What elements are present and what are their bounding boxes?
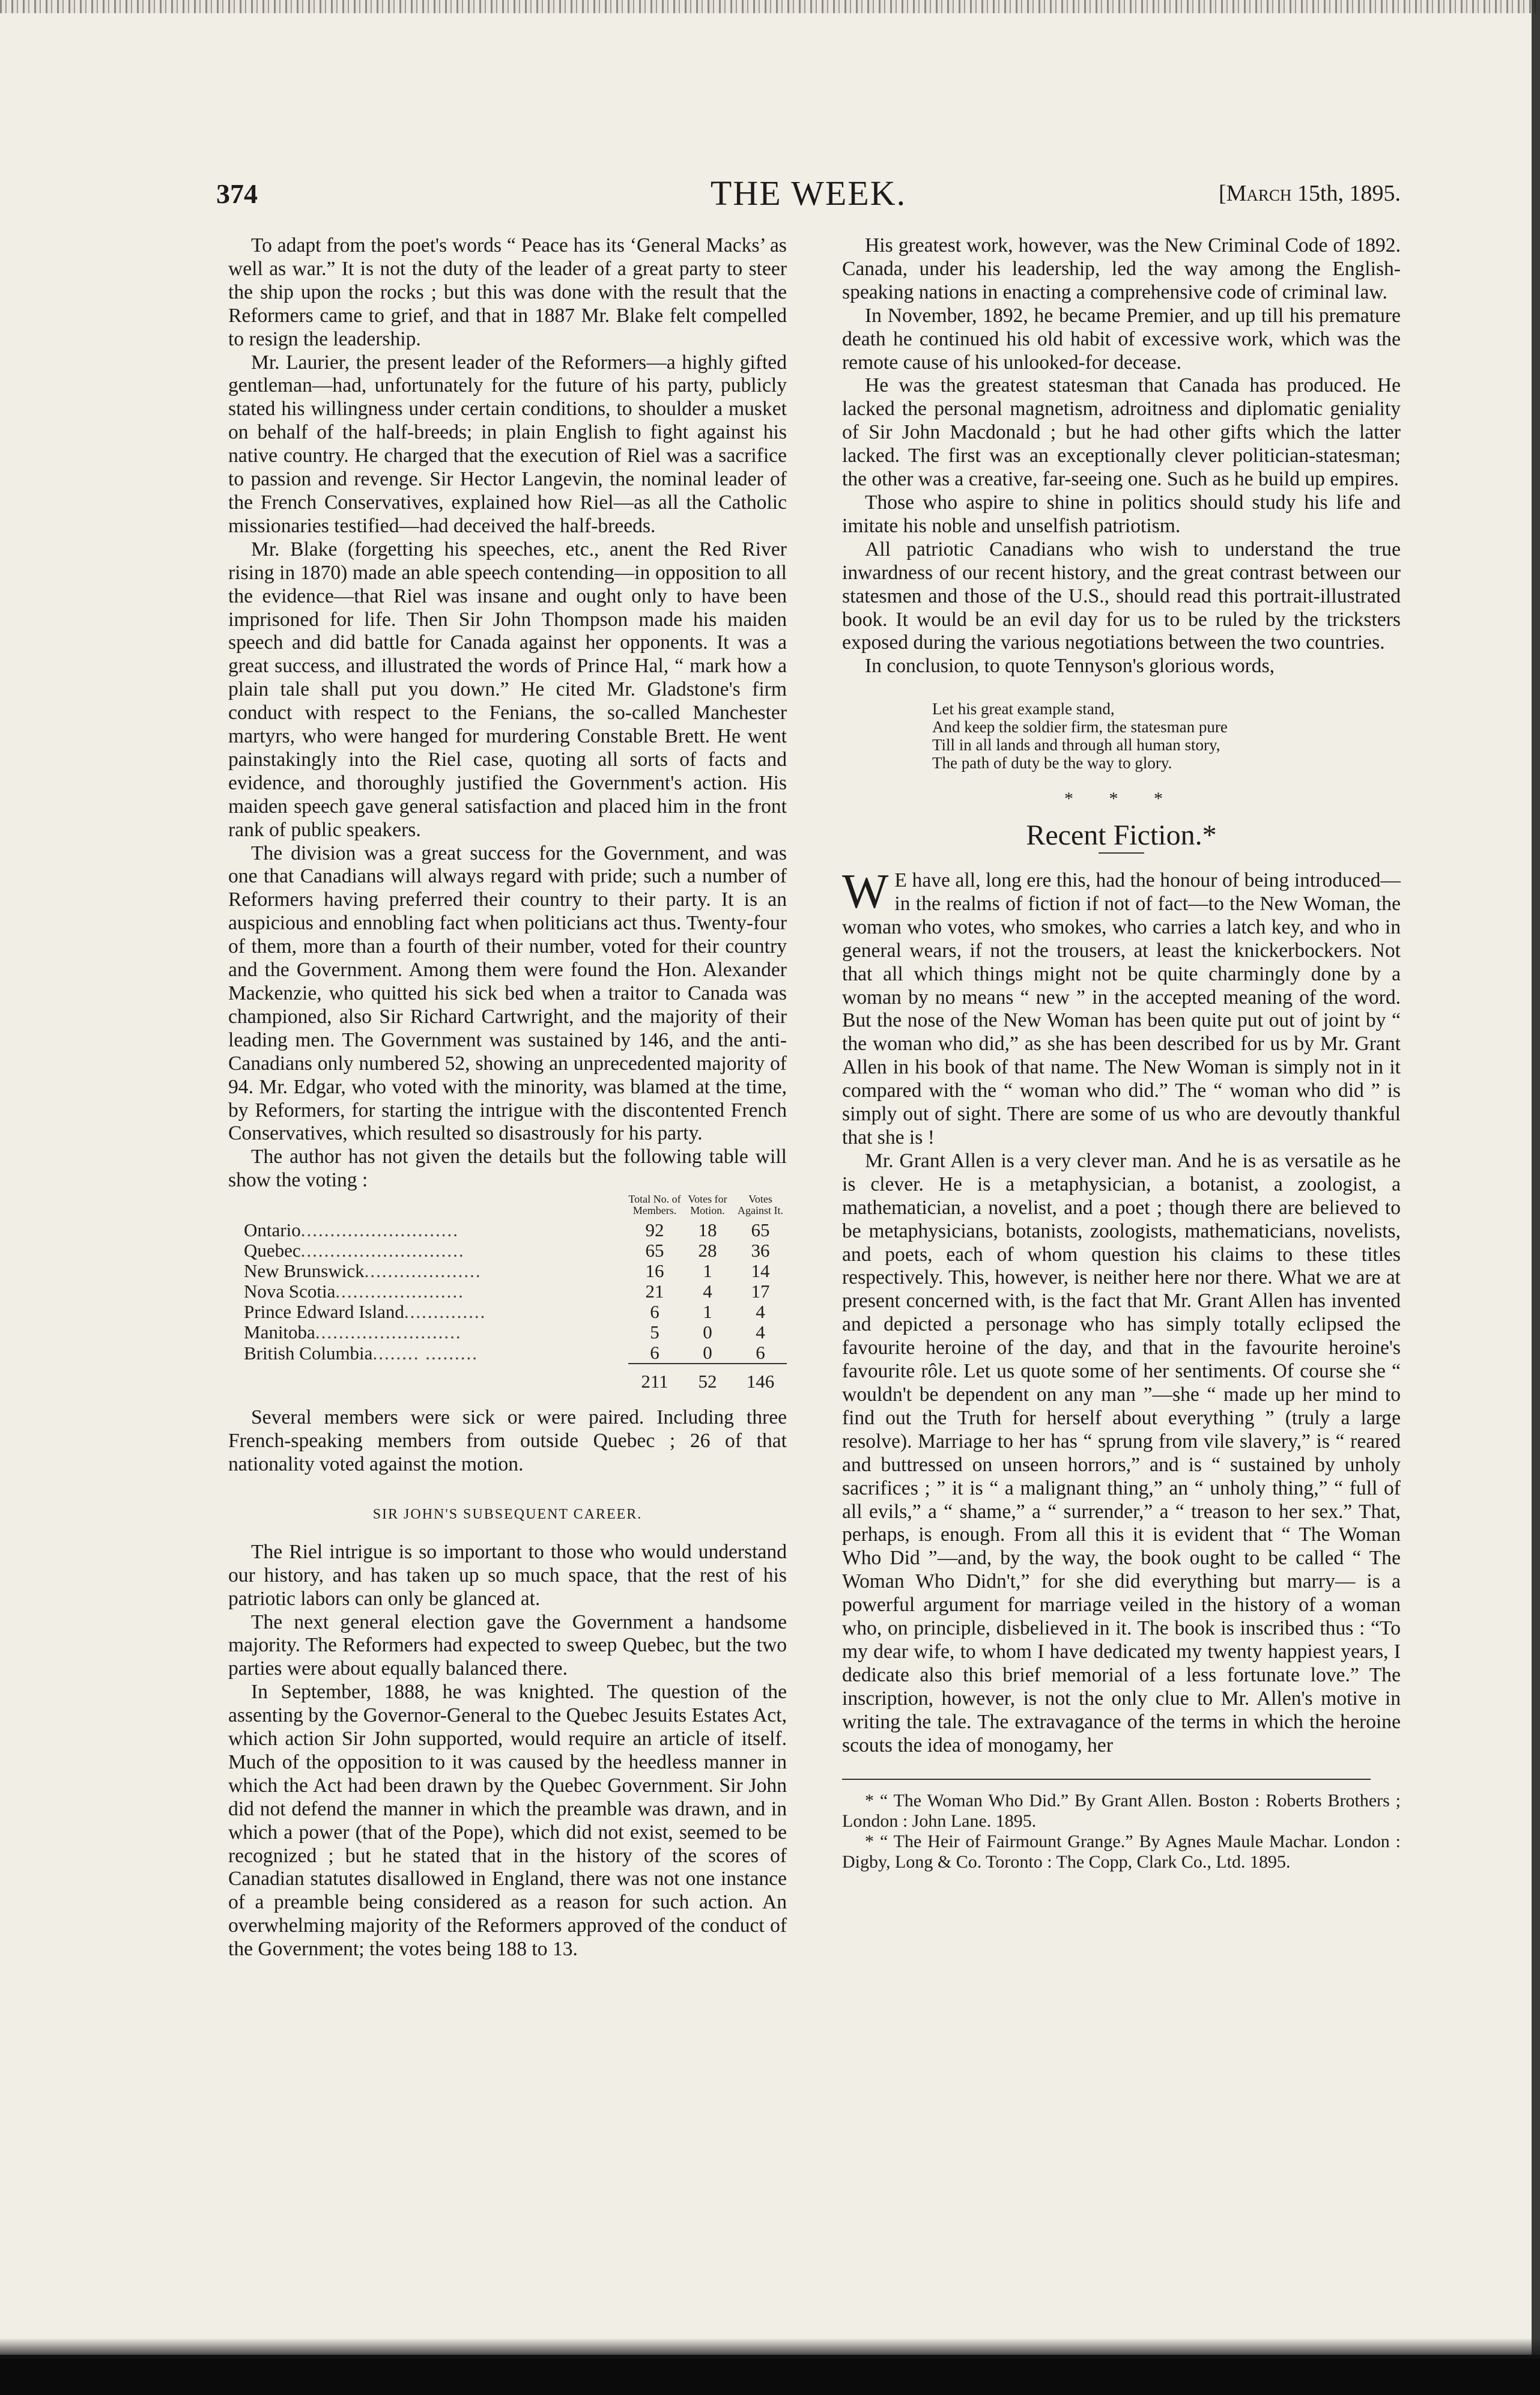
paragraph: In conclusion, to quote Tennyson's glorious words, xyxy=(865,655,1275,678)
table-row: Ontario........................... 92 18 65 xyxy=(244,1219,770,1241)
table-header-against: Votes Against It. xyxy=(738,1193,783,1217)
footnote: * “ The Heir of Fairmount Grange.” By Agnes Maule Machar. London : Digby, Long & Co. Toronto : The Copp, Clark Co., Ltd. 1895. xyxy=(842,1832,1401,1872)
verse-line: Let his great example stand, xyxy=(932,700,1115,718)
table-row: Prince Edward Island.............. 6 1 4 xyxy=(244,1301,765,1323)
voting-table xyxy=(228,1194,787,1392)
verse-line: The path of duty be the way to glory. xyxy=(932,754,1172,773)
scan-border-bottom xyxy=(0,2355,1540,2395)
title-rule xyxy=(1099,852,1144,854)
paragraph: Those who aspire to shine in politics should study his life and imitate his noble and unselfish patriotism. xyxy=(842,491,1401,537)
journal-title: THE WEEK. xyxy=(710,174,907,213)
paragraph: Several members were sick or were paired. Including three French-speaking members from outside Quebec ; 26 of that nationality voted against the motion. xyxy=(228,1406,787,1475)
drop-cap: W xyxy=(842,864,889,919)
right-column xyxy=(842,234,1401,1872)
paragraph: Mr. Blake (forgetting his speeches, etc., anent the Red River rising in 1870) made an able speech contending—in opposition to all the evidence—that Riel was insane and ought only to have been imprisoned for life. Then Sir John Thompson made his maiden speech and did battle for Canada against her opponents. It was a great success, and illustrated the words of Prince Hal, “ mark how a plain tale shall put you down.” He cited Mr. Gladstone's firm conduct with respect to the Fenians, the so-called Manchester martyrs, who were hanged for murdering Constable Brett. He went painstakingly into the Riel case, quoting all sorts of facts and evidence, and thoroughly justified the Government's action. His maiden speech gave general satisfaction and placed him in the front rank of public speakers. xyxy=(228,538,787,841)
paragraph: In November, 1892, he became Premier, and up till his premature death he continued his old habit of excessive work, which was the remote cause of his unlooked-for decease. xyxy=(842,304,1401,374)
verse-line: Till in all lands and through all human story, xyxy=(932,736,1220,754)
issue-date: [March 15th, 1895. xyxy=(1218,181,1401,206)
table-totals-row: 211 52 146 xyxy=(228,1364,787,1392)
section-heading: SIR JOHN'S SUBSEQUENT CAREER. xyxy=(372,1506,643,1522)
footnote-rule xyxy=(842,1779,1371,1780)
table-header-for: Votes for Motion. xyxy=(688,1193,727,1217)
section-title-recent-fiction: Recent Fiction.* xyxy=(1026,819,1217,852)
paragraph: All patriotic Canadians who wish to understand the true inwardness of our recent history, and the great contrast between our statesmen and those of the U.S., should read this portrait-illustrated book. It would be an evil day for us to be ruled by the tricksters exposed during the various negotiations between the two countries. xyxy=(842,538,1401,654)
table-header-province xyxy=(228,1194,628,1220)
table-row: Manitoba......................... 5 0 4 xyxy=(244,1322,765,1343)
paragraph: He was the greatest statesman that Canada has produced. He lacked the personal magnetism, adroitness and diplomatic geniality of Sir John Macdonald ; but he had other gifts which the latter lacked. The first was an exceptionally clever politician-statesman; the other was a creative, far-seeing one. Such as he build up empires. xyxy=(842,374,1401,491)
paragraph: His greatest work, however, was the New Criminal Code of 1892. Canada, under his leadership, led the way among the English-speaking nations in enacting a comprehensive code of criminal law. xyxy=(842,234,1401,303)
paragraph: The author has not given the details but the following table will show the voting : xyxy=(228,1146,787,1192)
scan-border-right xyxy=(1532,0,1540,2395)
verse-line: And keep the soldier firm, the statesman pure xyxy=(932,718,1228,736)
paragraph: The Riel intrigue is so important to those who would understand our history, and has taken up so much space, that the rest of his patriotic labors can only be glanced at. xyxy=(228,1540,787,1610)
paragraph: Mr. Laurier, the present leader of the Reformers—a highly gifted gentleman—had, unfortunately for the future of his party, publicly stated his willingness under certain conditions, to shoulder a musket on behalf of the half-breeds; in plain English to fight against his native country. He charged that the execution of Riel was a sacrifice to passion and revenge. Sir Hector Langevin, the nominal leader of the French Conservatives, explained how Riel—as all the Catholic missionaries testified—had deceived the half-breeds. xyxy=(228,351,787,537)
scan-border-top xyxy=(0,0,1540,13)
table-row: Quebec............................ 65 28 36 xyxy=(244,1240,770,1261)
paragraph: The division was a great success for the Government, and was one that Canadians will always regard with pride; such a number of Reformers having preferred their country to their party. It is an auspicious and ennobling fact when politicians act thus. Twenty-four of them, more than a fourth of their number, voted for their country and the Government. Among them were found the Hon. Alexander Mackenzie, who quitted his sick bed when a traitor to Canada was championed, also Sir Richard Cartwright, and the majority of their leading men. The Government was sustained by 146, and the anti-Canadians only numbered 52, showing an unprecedented majority of 94. Mr. Edgar, who voted with the minority, was blamed at the time, by Reformers, for starting the intrigue with the discontented French Conservatives, which resulted so disastrously for his party. xyxy=(228,842,787,1145)
page-number: 374 xyxy=(216,178,258,209)
paragraph: The next general election gave the Government a handsome majority. The Reformers had expected to sweep Quebec, but the two parties were about equally balanced there. xyxy=(228,1610,787,1680)
footnote: * “ The Woman Who Did.” By Grant Allen. Boston : Roberts Brothers ; London : John Lane. 1895. xyxy=(842,1791,1401,1832)
paragraph: Mr. Grant Allen is a very clever man. And he is as versatile as he is clever. He is a metaphysician, a botanist, a zoologist, a mathematician, a novelist, and a poet ; though there are believed to be metaphysicians, botanists, zoologists, mathematicians, novelists, and poets, each of whom question his claims to these titles respectively. This, however, is neither here nor there. What we are at present concerned with, is the fact that Mr. Grant Allen has invented and depicted a personage who has simply totally eclipsed the favourite heroine of the day, and that in the favourite heroine's favourite rôle. Let us quote some of her sentiments. Of course she “ wouldn't be dependent on any man ”—she “ made up her mind to find out the Truth for herself about everything ” (truly a large resolve). Marriage to her has “ sprung from vile slavery,” is “ reared and buttressed on unseen horrors,” and is “ sustained by unholy sacrifices ; ” it is “ a malignant thing,” an “ unholy thing,” “ full of all evils,” a “ shame,” a “ surrender,” a “ treason to her sex.” That, perhaps, is enough. From all this it is evident that “ The Woman Who Did ”—and, by the way, the book ought to be called “ The Woman Who Didn't,” for she did everything but marry— is a powerful argument for marriage veiled in the history of a woman who, on principle, disbelieved in it. The book is inscribed thus : “To my dear wife, to whom I have dedicated my twenty happiest years, I dedicate also this brief memorial of a less fortunate love.” The inscription, however, is not the only clue to Mr. Allen's motive in writing the tale. The extravagance of the terms in which the heroine scouts the idea of monogamy, her xyxy=(842,1149,1401,1756)
table-header-total: Total No. of Members. xyxy=(628,1193,681,1217)
paragraph: To adapt from the poet's words “ Peace has its ‘General Macks’ as well as war.” It is not the duty of the leader of a great party to steer the ship upon the rocks ; but this was done with the result that the Reformers came to grief, and that in 1887 Mr. Blake felt compelled to resign the leadership. xyxy=(228,234,787,350)
table-row: Nova Scotia...................... 21 4 17 xyxy=(244,1281,770,1302)
table-row: New Brunswick.................... 16 1 14 xyxy=(244,1260,770,1282)
section-divider-stars: * * * xyxy=(1064,789,1178,809)
paragraph: In September, 1888, he was knighted. The question of the assenting by the Governor-General to the Quebec Jesuits Estates Act, which action Sir John supported, would require an article of itself. Much of the opposition to it was caused by the heedless manner in which the Act had been drawn by the Quebec Government. Sir John did not defend the manner in which the preamble was drawn, and in which a power (that of the Pope), which did not exist, seemed to be recognized ; but he stated that in the history of the scores of Canadian statutes disallowed in England, there was not one instance of a preamble being considered as a reason for such action. An overwhelming majority of the Reformers approved of the conduct of the Government; the votes being 188 to 13. xyxy=(228,1681,787,1961)
paragraph: W E have all, long ere this, had the honour of being introduced—in the realms of fiction if not of fact—to the New Woman, the woman who votes, who smokes, who carries a latch key, and who in general wears, if not the trousers, at least the knickerbockers. Not that all which things might not be quite charmingly done by a woman by no means “ new ” in the accepted meaning of the word. But the nose of the New Woman has been quite put out of joint by “ the woman who did,” as she has been described for us by Mr. Grant Allen in his book of that name. The New Woman is simply not in it compared with the “ woman who did.” The “ woman who did ” is simply out of sight. There are some of us who are devoutly thankful that she is ! xyxy=(842,864,1401,1149)
left-column xyxy=(228,234,787,1961)
tennyson-verse xyxy=(932,700,1401,772)
table-row: British Columbia........ ......... 6 0 6 xyxy=(244,1342,765,1364)
page-header xyxy=(216,173,1401,215)
